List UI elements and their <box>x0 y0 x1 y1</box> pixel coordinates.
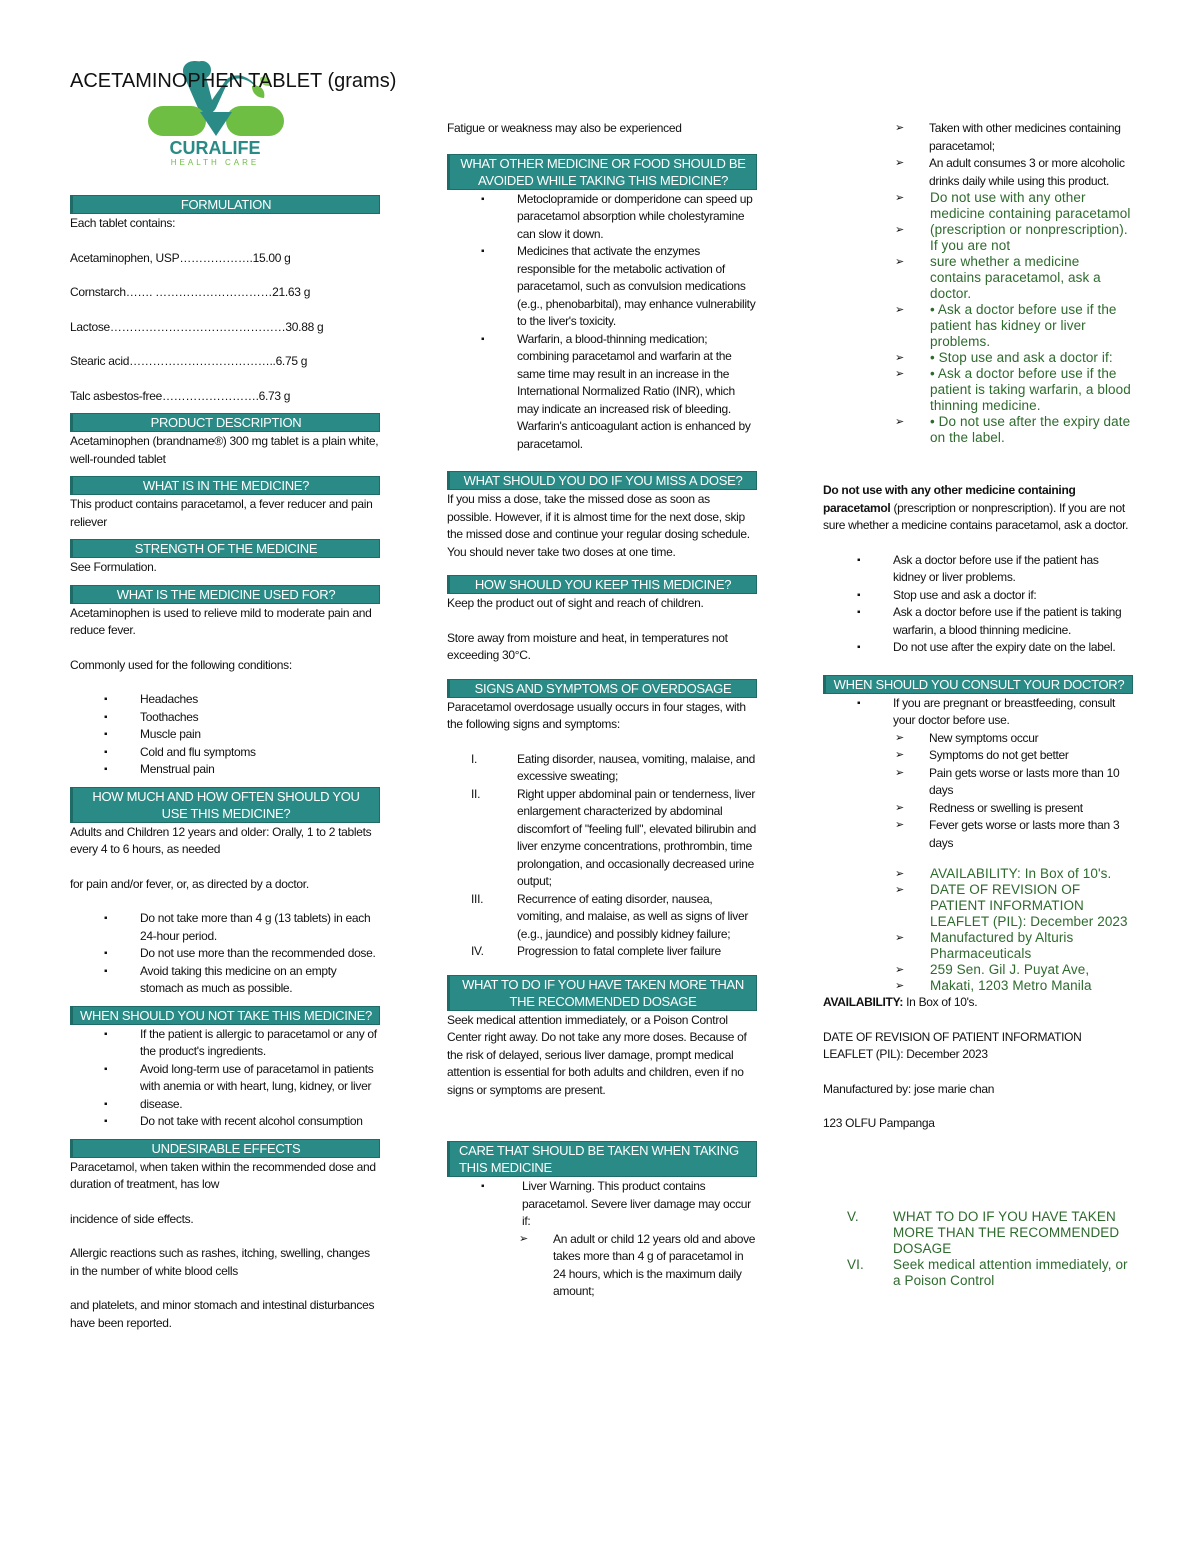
section-header-overdose: SIGNS AND SYMPTOMS OF OVERDOSAGE <box>447 679 757 698</box>
formulation-item: Lactose………………………………………30.88 g <box>70 319 324 334</box>
roman-list <box>823 1209 1133 1289</box>
stage-number: IV. <box>471 944 484 958</box>
section-header-not-take: WHEN SHOULD YOU NOT TAKE THIS MEDICINE? <box>70 1006 380 1025</box>
list-item: ▪ Stop use and ask a doctor if: <box>823 587 1133 605</box>
availability-text <box>823 994 1133 1012</box>
formulation-item: Stearic acid………………………………..6.75 g <box>70 354 308 368</box>
stage-text: Right upper abdominal pain or tenderness, liver enlargement characterized by abdominal discomfort of "feeling full", elevated bilirubin and liver enzyme concentrations, prothrombin, time prolongation, and occasionally decreased urine output; <box>517 786 757 888</box>
keep-text: Keep the product out of sight and reach of children. <box>447 596 704 610</box>
consult-list <box>823 695 1133 730</box>
overdose-text: Paracetamol overdosage usually occurs in four stages, with the following signs and symptoms: <box>447 699 746 731</box>
list-item: ▪ Liver Warning. This product contains paracetamol. Severe liver damage may occur if: <box>447 1178 757 1231</box>
how-much-text: Adults and Children 12 years and older: Orally, 1 to 2 tablets every 4 to 6 hours, as needed <box>70 824 372 856</box>
column-2 <box>447 120 757 1301</box>
list-item: ➢ (prescription or nonprescription). If you are not <box>895 222 1133 254</box>
list-item: ➢ • Ask a doctor before use if the patient has kidney or liver problems. <box>895 302 1133 350</box>
care-conditions-list <box>823 120 1133 190</box>
list-item: ▪ Medicines that activate the enzymes responsible for the metabolic activation of paracetamol, such as convulsion medications (e.g., phenobarbital), may enhance vulnerability to the liver's toxicity. <box>447 243 757 331</box>
section-header-avoid: WHAT OTHER MEDICINE OR FOOD SHOULD BE AVOIDED WHILE TAKING THIS MEDICINE? <box>447 154 757 190</box>
list-item <box>447 751 757 786</box>
consult-sub-list <box>823 730 1133 853</box>
conditions-list <box>70 691 380 779</box>
list-item <box>447 786 757 891</box>
what-in-text: This product contains paracetamol, a fever reducer and pain reliever <box>70 497 373 529</box>
overdose-stages <box>447 751 757 961</box>
stage-text: Eating disorder, nausea, vomiting, malaise, and excessive sweating; <box>517 751 756 783</box>
care-list <box>447 1178 757 1231</box>
undesirable-text: Paracetamol, when taken within the recommended dose and duration of treatment, has low <box>70 1159 376 1191</box>
list-item: ➢ Symptoms do not get better <box>823 747 1133 765</box>
list-item: ▪ Headaches <box>70 691 380 709</box>
care-sub-list <box>447 1231 757 1301</box>
do-not-use-rest: (prescription or nonprescription). If you are not sure whether a medicine contains paracetamol, ask a doctor. <box>823 500 1129 532</box>
revision-text: DATE OF REVISION OF PATIENT INFORMATION LEAFLET (PIL): December 2023 <box>823 1029 1082 1061</box>
section-header-care: CARE THAT SHOULD BE TAKEN WHEN TAKING THIS MEDICINE <box>447 1141 757 1177</box>
list-item: ▪ Do not use after the expiry date on the label. <box>823 639 1133 657</box>
section-header-miss-dose: WHAT SHOULD YOU DO IF YOU MISS A DOSE? <box>447 471 757 490</box>
list-item: ➢ AVAILABILITY: In Box of 10's. <box>895 866 1133 882</box>
list-item: ▪ disease. <box>70 1096 380 1114</box>
list-item <box>823 1257 1133 1289</box>
availability-label: AVAILABILITY: <box>823 995 904 1009</box>
list-item <box>447 891 757 944</box>
list-item: ➢ Taken with other medicines containing paracetamol; <box>823 120 1133 155</box>
avoid-list <box>447 191 757 454</box>
availability-value: In Box of 10's. <box>903 995 978 1009</box>
roman-text: WHAT TO DO IF YOU HAVE TAKEN MORE THAN THE RECOMMENDED DOSAGE <box>893 1208 1120 1256</box>
section-header-used-for: WHAT IS THE MEDICINE USED FOR? <box>70 585 380 604</box>
list-item: ▪ Metoclopramide or domperidone can speed up paracetamol absorption while cholestyramine can slow it down. <box>447 191 757 244</box>
dosage-list <box>70 910 380 998</box>
keep-text-2: Store away from moisture and heat, in temperatures not exceeding 30°C. <box>447 630 728 662</box>
stage-text: Progression to fatal complete liver failure <box>517 944 721 958</box>
roman-number: VI. <box>847 1256 864 1272</box>
list-item: ➢ DATE OF REVISION OF PATIENT INFORMATION LEAFLET (PIL): December 2023 <box>895 882 1133 930</box>
green-info-list <box>823 866 1133 994</box>
list-item: ▪ Ask a doctor before use if the patient is taking warfarin, a blood thinning medicine. <box>823 604 1133 639</box>
section-header-keep: HOW SHOULD YOU KEEP THIS MEDICINE? <box>447 575 757 594</box>
roman-text: Seek medical attention immediately, or a Poison Control <box>893 1256 1128 1288</box>
section-header-taken-more: WHAT TO DO IF YOU HAVE TAKEN MORE THAN THE RECOMMENDED DOSAGE <box>447 975 757 1011</box>
logo-name: CURALIFE <box>169 138 261 158</box>
list-item: ➢ • Stop use and ask a doctor if: <box>895 350 1133 366</box>
list-item: ➢ • Do not use after the expiry date on the label. <box>895 414 1133 446</box>
list-item: ➢ • Ask a doctor before use if the patient is taking warfarin, a blood thinning medicine. <box>895 366 1133 414</box>
undesirable-text-3: Allergic reactions such as rashes, itching, swelling, changes in the number of white blood cells <box>70 1246 370 1278</box>
list-item <box>447 943 757 961</box>
formulation-intro: Each tablet contains: <box>70 216 176 230</box>
stage-number: II. <box>471 786 481 801</box>
list-item: ▪ Muscle pain <box>70 726 380 744</box>
formulation-item: Talc asbestos-free…………………….6.73 g <box>70 388 291 403</box>
list-item: ▪ If you are pregnant or breastfeeding, consult your doctor before use. <box>823 695 1133 730</box>
section-header-how-much: HOW MUCH AND HOW OFTEN SHOULD YOU USE THIS MEDICINE? <box>70 787 380 823</box>
used-for-text-2: Commonly used for the following conditions: <box>70 657 292 672</box>
logo-tagline: HEALTH CARE <box>170 158 260 167</box>
stage-number: I. <box>471 751 478 766</box>
stage-text: Recurrence of eating disorder, nausea, vomiting, and malaise, as well as signs of liver (e.g., jaundice) and possibly kidney failure; <box>517 891 749 941</box>
section-header-consult: WHEN SHOULD YOU CONSULT YOUR DOCTOR? <box>823 675 1133 694</box>
manufactured-text: Manufactured by: jose marie chan <box>823 1081 995 1096</box>
strength-text: See Formulation. <box>70 560 157 574</box>
formulation-item: Cornstarch……. …………………………21.63 g <box>70 285 311 299</box>
list-item: ▪ Avoid taking this medicine on an empty stomach as much as possible. <box>70 963 380 998</box>
list-item: ➢ Manufactured by Alturis Pharmaceuticals <box>895 930 1133 962</box>
list-item <box>823 1209 1133 1257</box>
list-item: ▪ Ask a doctor before use if the patient has kidney or liver problems. <box>823 552 1133 587</box>
roman-number: V. <box>847 1208 859 1224</box>
list-item: ▪ Cold and flu symptoms <box>70 744 380 762</box>
undesirable-text-4: and platelets, and minor stomach and intestinal disturbances have been reported. <box>70 1298 375 1330</box>
list-item: ➢ Makati, 1203 Metro Manila <box>895 978 1133 994</box>
column-3 <box>823 120 1133 1289</box>
list-item: ▪ Menstrual pain <box>70 761 380 779</box>
address-text: 123 OLFU Pampanga <box>823 1116 935 1130</box>
list-item: ➢ New symptoms occur <box>823 730 1133 748</box>
used-for-text: Acetaminophen is used to relieve mild to moderate pain and reduce fever. <box>70 605 372 637</box>
list-item: ▪ Warfarin, a blood-thinning medication; combining paracetamol and warfarin at the same time may result in an increase in the International Normalized Ratio (INR), which may indicate an increased risk of bleeding. Warfarin's anticoagulant action is enhanced by paracetamol. <box>447 331 757 454</box>
list-item: ➢ An adult or child 12 years old and above takes more than 4 g of paracetamol in 24 hours, which is the maximum daily amount; <box>447 1231 757 1301</box>
section-header-what-in: WHAT IS IN THE MEDICINE? <box>70 476 380 495</box>
list-item: ➢ An adult consumes 3 or more alcoholic drinks daily while using this product. <box>823 155 1133 190</box>
column-1 <box>70 195 380 1332</box>
formulation-item: Acetaminophen, USP……………….15.00 g <box>70 250 291 265</box>
miss-dose-text: If you miss a dose, take the missed dose as soon as possible. However, if it is almost time for the next dose, skip the missed dose and continue your regular dosing schedule. You should never take two doses at one time. <box>447 492 750 559</box>
green-warnings-list <box>823 190 1133 446</box>
how-much-text-2: for pain and/or fever, or, as directed by a doctor. <box>70 876 309 891</box>
stage-number: III. <box>471 891 484 906</box>
section-header-strength: STRENGTH OF THE MEDICINE <box>70 539 380 558</box>
product-description-text: Acetaminophen (brandname®) 300 mg tablet is a plain white, well-rounded tablet <box>70 434 379 466</box>
section-header-product-description: PRODUCT DESCRIPTION <box>70 413 380 432</box>
doctor-warnings-list <box>823 552 1133 657</box>
list-item: ➢ Pain gets worse or lasts more than 10 days <box>823 765 1133 800</box>
list-item: ➢ sure whether a medicine contains paracetamol, ask a doctor. <box>895 254 1133 302</box>
list-item: ▪ Do not take with recent alcohol consumption <box>70 1113 380 1131</box>
list-item: ▪ Toothaches <box>70 709 380 727</box>
list-item: ▪ Do not take more than 4 g (13 tablets) in each 24-hour period. <box>70 910 380 945</box>
list-item: ➢ Fever gets worse or lasts more than 3 days <box>823 817 1133 852</box>
list-item: ➢ Do not use with any other medicine containing paracetamol <box>895 190 1133 222</box>
list-item: ➢ 259 Sen. Gil J. Puyat Ave, <box>895 962 1133 978</box>
do-not-use-text <box>823 482 1133 535</box>
list-item: ▪ Do not use more than the recommended dose. <box>70 945 380 963</box>
not-take-list <box>70 1026 380 1131</box>
document-title: ACETAMINOPHEN TABLET (grams) <box>70 70 397 92</box>
undesirable-text-2: incidence of side effects. <box>70 1211 194 1226</box>
taken-more-text: Seek medical attention immediately, or a Poison Control Center right away. Do not take any more doses. Because of the risk of delayed, serious liver damage, prompt medical attention is essential for both adults and children, even if no signs or symptoms are present. <box>447 1012 747 1097</box>
list-item: ➢ Redness or swelling is present <box>823 800 1133 818</box>
fatigue-text: Fatigue or weakness may also be experienced <box>447 121 682 135</box>
section-header-formulation: FORMULATION <box>70 195 380 214</box>
list-item: ▪ If the patient is allergic to paracetamol or any of the product's ingredients. <box>70 1026 380 1061</box>
list-item: ▪ Avoid long-term use of paracetamol in patients with anemia or with heart, lung, kidney, or liver <box>70 1061 380 1096</box>
section-header-undesirable: UNDESIRABLE EFFECTS <box>70 1139 380 1158</box>
do-not-use-bold: Do not use with any other medicine containing paracetamol <box>823 483 1076 515</box>
